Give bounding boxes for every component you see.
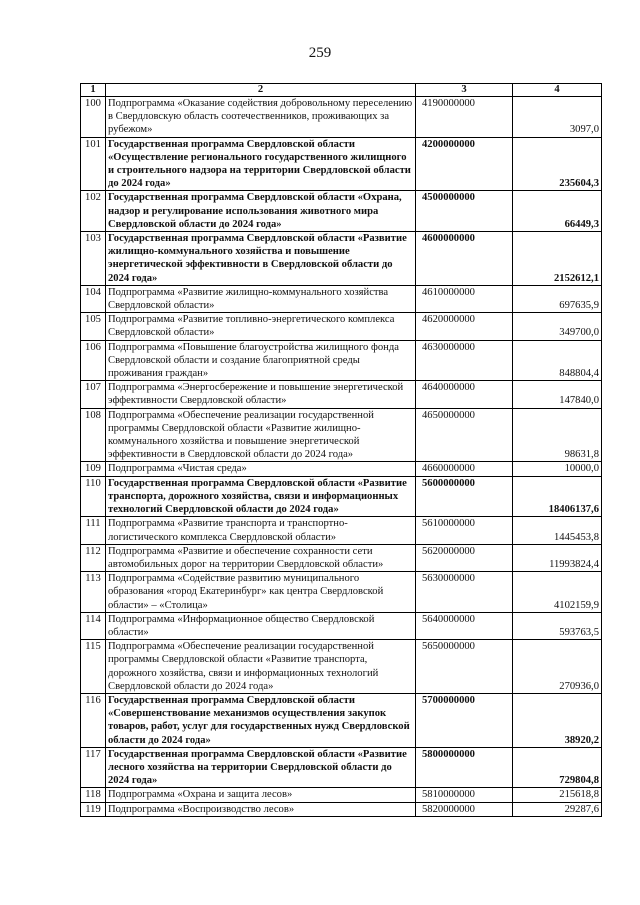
row-number: 116 [81,693,106,747]
row-number: 101 [81,137,106,191]
row-sum: 235604,3 [513,137,602,191]
row-number: 115 [81,640,106,694]
row-sum: 697635,9 [513,285,602,312]
row-sum: 3097,0 [513,97,602,138]
table-row [81,612,602,639]
table-row [81,285,602,312]
row-number: 112 [81,544,106,571]
table-row [81,476,602,517]
row-number: 109 [81,462,106,476]
row-number: 103 [81,232,106,286]
table-row [81,191,602,232]
table-row [81,408,602,462]
table-row [81,640,602,694]
row-sum: 270936,0 [513,640,602,694]
table-row [81,137,602,191]
table-row [81,693,602,747]
row-name: Подпрограмма «Содействие развитию муниципального образования «город Екатеринбург» как центра Свердловской области» – «Столица» [106,572,416,613]
row-number: 104 [81,285,106,312]
row-name: Государственная программа Свердловской области «Совершенствование механизмов осуществления закупок товаров, работ, услуг для государственных нужд Свердловской области до 2024 года» [106,693,416,747]
row-sum: 4102159,9 [513,572,602,613]
table-header-row [81,84,602,97]
row-name: Подпрограмма «Повышение благоустройства жилищного фонда Свердловской области и создание благоприятной среды проживания граждан» [106,340,416,381]
row-sum: 11993824,4 [513,544,602,571]
row-number: 105 [81,313,106,340]
row-name: Государственная программа Свердловской области «Развитие лесного хозяйства на территории Свердловской области до 2024 года» [106,747,416,788]
table-row [81,747,602,788]
row-sum: 66449,3 [513,191,602,232]
table-row [81,232,602,286]
row-name: Государственная программа Свердловской области «Развитие транспорта, дорожного хозяйства, связи и информационных технологий Свердловской области до 2024 года» [106,476,416,517]
budget-table [80,83,602,817]
table-row [81,313,602,340]
row-sum: 38920,2 [513,693,602,747]
row-code: 4500000000 [416,191,513,232]
row-name: Подпрограмма «Обеспечение реализации государственной программы Свердловской области «Развитие транспорта, дорожного хозяйства, связи и информационных технологий Свердловской области до 2024 года» [106,640,416,694]
row-code: 4620000000 [416,313,513,340]
row-code: 5620000000 [416,544,513,571]
row-sum: 2152612,1 [513,232,602,286]
row-sum: 215618,8 [513,788,602,802]
row-sum: 593763,5 [513,612,602,639]
row-code: 5700000000 [416,693,513,747]
row-code: 4190000000 [416,97,513,138]
row-number: 107 [81,381,106,408]
row-code: 5640000000 [416,612,513,639]
table-row [81,381,602,408]
row-code: 5630000000 [416,572,513,613]
row-name: Подпрограмма «Обеспечение реализации государственной программы Свердловской области «Развитие жилищно-коммунального хозяйства и повышение энергетической эффективности в Свердловской области до 2024 года» [106,408,416,462]
row-code: 4660000000 [416,462,513,476]
row-sum: 147840,0 [513,381,602,408]
row-sum: 729804,8 [513,747,602,788]
row-code: 4650000000 [416,408,513,462]
table-body [81,97,602,817]
row-number: 113 [81,572,106,613]
row-code: 5610000000 [416,517,513,544]
row-name: Подпрограмма «Оказание содействия добровольному переселению в Свердловскую область соотечественников, проживающих за рубежом» [106,97,416,138]
row-number: 119 [81,802,106,816]
table-row [81,97,602,138]
table-row [81,802,602,816]
row-code: 5600000000 [416,476,513,517]
row-sum: 29287,6 [513,802,602,816]
column-header-4: 4 [513,84,602,97]
row-name: Подпрограмма «Чистая среда» [106,462,416,476]
row-sum: 848804,4 [513,340,602,381]
column-header-2: 2 [106,84,416,97]
row-name: Подпрограмма «Энергосбережение и повышение энергетической эффективности Свердловской области» [106,381,416,408]
row-number: 110 [81,476,106,517]
row-code: 4640000000 [416,381,513,408]
page-number: 259 [308,45,332,61]
row-sum: 10000,0 [513,462,602,476]
row-name: Подпрограмма «Развитие транспорта и транспортно-логистического комплекса Свердловской области» [106,517,416,544]
row-sum: 98631,8 [513,408,602,462]
row-number: 111 [81,517,106,544]
row-name: Подпрограмма «Воспроизводство лесов» [106,802,416,816]
row-code: 4630000000 [416,340,513,381]
row-name: Подпрограмма «Развитие и обеспечение сохранности сети автомобильных дорог на территории Свердловской области» [106,544,416,571]
row-sum: 1445453,8 [513,517,602,544]
table-row [81,517,602,544]
row-code: 4600000000 [416,232,513,286]
row-number: 114 [81,612,106,639]
table-row [81,572,602,613]
row-name: Государственная программа Свердловской области «Развитие жилищно-коммунального хозяйства и повышение энергетической эффективности в Свердловской области до 2024 года» [106,232,416,286]
row-code: 5810000000 [416,788,513,802]
row-number: 100 [81,97,106,138]
row-sum: 18406137,6 [513,476,602,517]
column-header-1: 1 [81,84,106,97]
row-number: 106 [81,340,106,381]
row-name: Подпрограмма «Охрана и защита лесов» [106,788,416,802]
row-name: Государственная программа Свердловской области «Осуществление регионального государственного жилищного и строительного надзора на территории Свердловской области до 2024 года» [106,137,416,191]
row-number: 108 [81,408,106,462]
table-row [81,462,602,476]
table-row [81,544,602,571]
row-number: 102 [81,191,106,232]
table-row [81,340,602,381]
row-code: 4200000000 [416,137,513,191]
row-sum: 349700,0 [513,313,602,340]
row-code: 4610000000 [416,285,513,312]
row-name: Подпрограмма «Развитие топливно-энергетического комплекса Свердловской области» [106,313,416,340]
row-number: 118 [81,788,106,802]
row-code: 5800000000 [416,747,513,788]
row-number: 117 [81,747,106,788]
row-code: 5650000000 [416,640,513,694]
row-name: Подпрограмма «Информационное общество Свердловской области» [106,612,416,639]
table-row [81,788,602,802]
row-code: 5820000000 [416,802,513,816]
row-name: Подпрограмма «Развитие жилищно-коммунального хозяйства Свердловской области» [106,285,416,312]
column-header-3: 3 [416,84,513,97]
row-name: Государственная программа Свердловской области «Охрана, надзор и регулирование использования животного мира Свердловской области до 2024 года» [106,191,416,232]
